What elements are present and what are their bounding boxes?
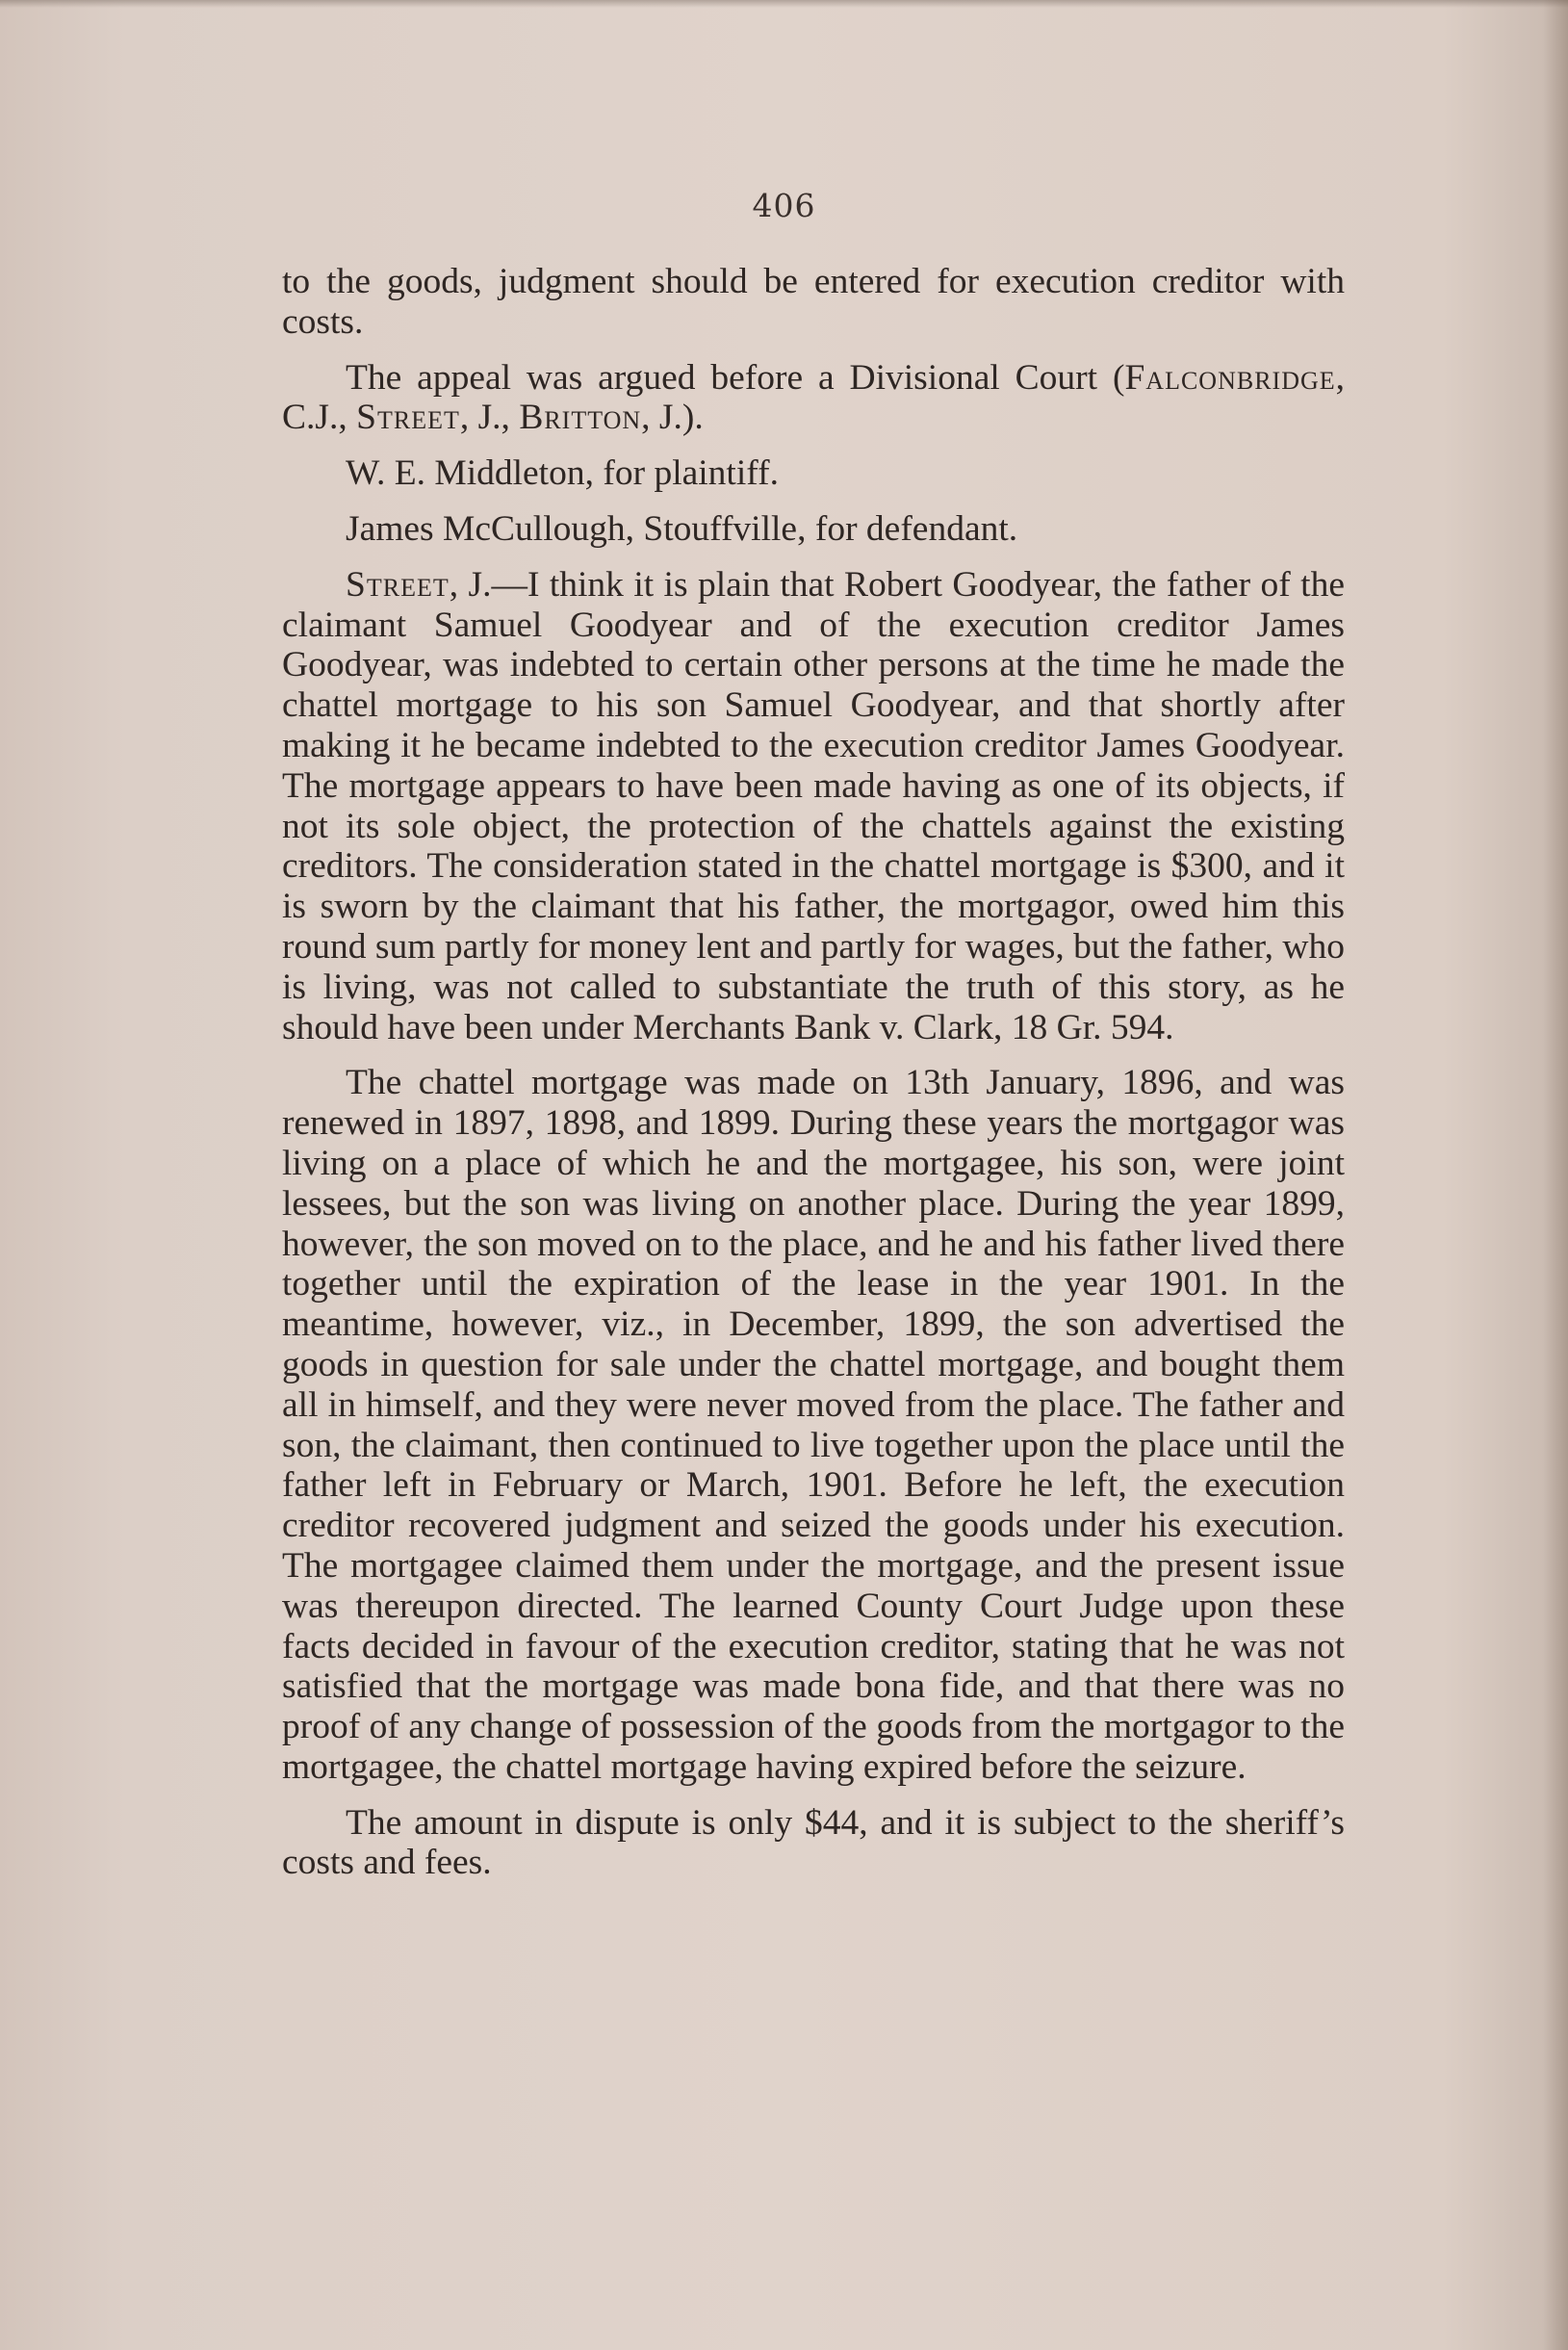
page-number: 406	[752, 187, 816, 224]
paragraph-1: to the goods, judgment should be entered for execution creditor with costs.	[282, 262, 1345, 342]
paragraph-6: The chattel mortgage was made on 13th January, 1896, and was renewed in 1897, 1898, and 1899. During these years the mortgagor was living on a place of which he and the mortgagee, his son, were joint lessees, but the son was living on another place. During the year 1899, however, the son moved on to the place, and he and his father lived there together until the expiration of the lease in the year 1901. In the meantime, however, viz., in December, 1899, the son advertised the goods in question for sale under the chattel mortgage, and bought them all in himself, and they were never moved from the place. The father and son, the claimant, then continued to live together upon the place until the father left in February or March, 1901. Before he left, the execution creditor recovered judgment and seized the goods under his execution. The mortgagee claimed them under the mortgage, and the present issue was thereupon directed. The learned County Court Judge upon these facts decided in favour of the execution creditor, stating that he was not satisfied that the mortgage was made bona fide, and that there was no proof of any change of possession of the goods from the mortgagor to the mortgagee, the chattel mortgage having expired before the seizure.	[282, 1063, 1345, 1787]
paragraph-2	[282, 358, 1345, 439]
page-top-edge	[0, 0, 1568, 8]
judge-name-3: Britton	[519, 398, 642, 438]
paragraph-3-counsel-plaintiff: W. E. Middleton, for plaintiff.	[346, 453, 779, 494]
paragraph-4-counsel-defendant: James McCullough, Stouffville, for defendant.	[346, 508, 1018, 549]
paragraph-7: The amount in dispute is only $44, and it is subject to the sheriff’s costs and fees.	[282, 1802, 1345, 1883]
paragraph-2-after: , J.).	[641, 398, 704, 438]
paragraph-2-mid-1: , C.J.,	[282, 357, 1345, 438]
judgment-judge-name: Street	[346, 564, 450, 605]
paragraph-2-before: The appeal was argued before a Divisional Court (	[346, 357, 1125, 398]
judge-name-2: Street	[356, 398, 460, 438]
paragraph-2-mid-2: , J.,	[459, 398, 520, 438]
paragraph-5-text: , J.—I think it is plain that Robert Goodyear, the father of the claimant Samuel Goodyear and of the execution creditor James Goodyear, was indebted to certain other persons at the time he made the chattel mortgage to his son Samuel Goodyear, and that shortly after making it he became indebted to the execution creditor James Goodyear. The mortgage appears to have been made having as one of its objects, if not its sole object, the protection of the chattels against the existing creditors. The consideration stated in the chattel mortgage is $300, and it is sworn by the claimant that his father, the mortgagor, owed him this round sum partly for money lent and partly for wages, but the father, who is living, was not called to substantiate the truth of this story, as he should have been under Merchants Bank v. Clark, 18 Gr. 594.	[282, 564, 1345, 1047]
paragraph-5-judgment	[282, 565, 1345, 1048]
page-body	[282, 262, 1345, 1898]
judge-name-1: Falconbridge	[1124, 357, 1336, 398]
